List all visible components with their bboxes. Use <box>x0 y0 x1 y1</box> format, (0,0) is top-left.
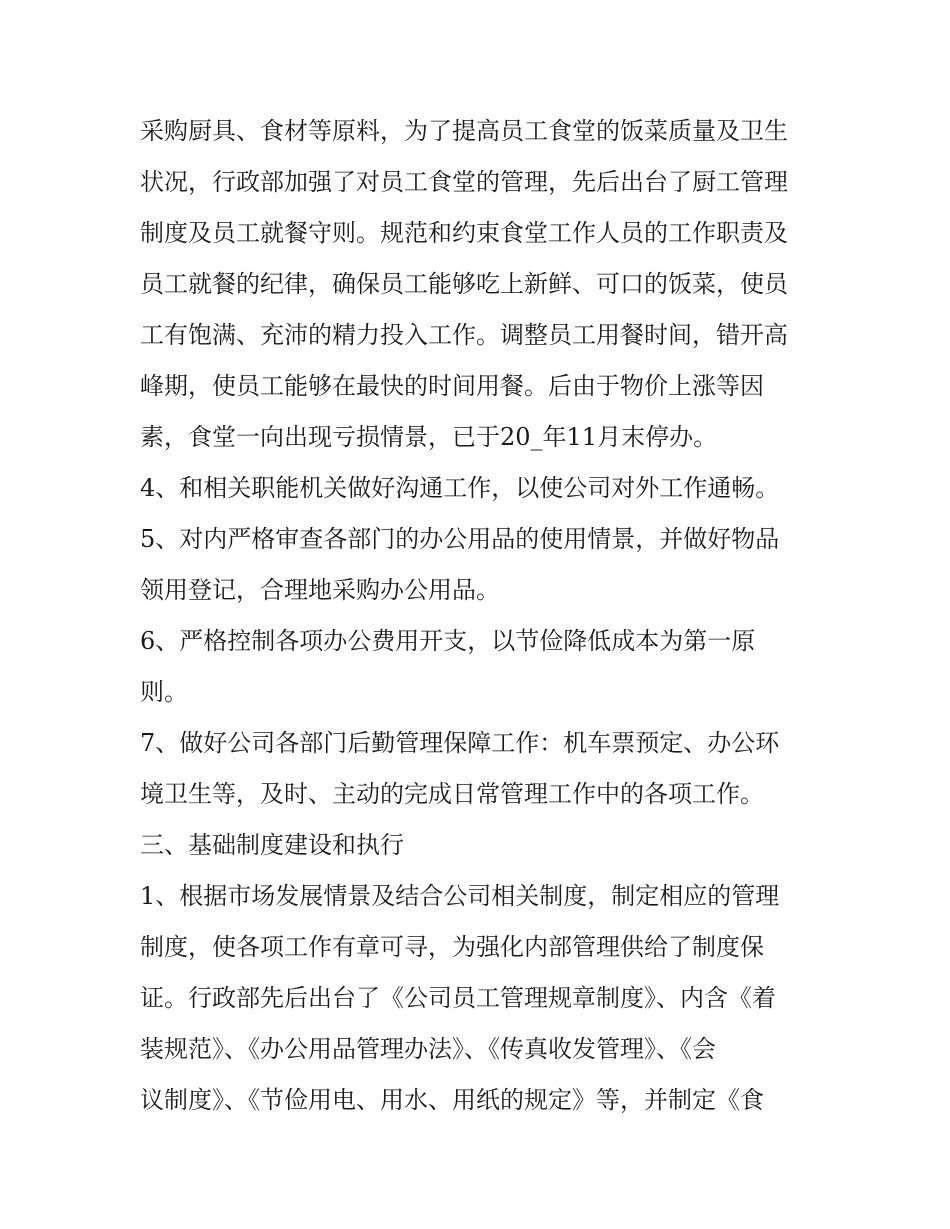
section-heading: 三、基础制度建设和执行 <box>140 831 404 859</box>
text-line: 境卫生等，及时、主动的完成日常管理工作中的各项工作。 <box>140 780 764 808</box>
text-line: 领用登记，合理地采购办公用品。 <box>140 576 500 604</box>
list-item-7: 7、做好公司各部门后勤管理保障工作：机车票预定、办公环 <box>140 729 780 757</box>
list-item-1: 1、根据市场发展情景及结合公司相关制度，制定相应的管理 <box>140 882 780 910</box>
text-line: 状况，行政部加强了对员工食堂的管理，先后出台了厨工管理 <box>140 168 788 196</box>
list-item-5: 5、对内严格审查各部门的办公用品的使用情景，并做好物品 <box>140 525 780 553</box>
text-line: 制度及员工就餐守则。规范和约束食堂工作人员的工作职责及 <box>140 219 788 247</box>
text-line: 峰期，使员工能够在最快的时间用餐。后由于物价上涨等因 <box>140 372 764 400</box>
text-line: 议制度》、《节俭用电、用水、用纸的规定》等，并制定《食 <box>140 1086 764 1114</box>
list-item-6: 6、严格控制各项办公费用开支，以节俭降低成本为第一原 <box>140 627 756 655</box>
text-line: 工有饱满、充沛的精力投入工作。调整员工用餐时间，错开高 <box>140 321 788 349</box>
text-line: 则。 <box>140 678 188 706</box>
text-line: 员工就餐的纪律，确保员工能够吃上新鲜、可口的饭菜，使员 <box>140 270 788 298</box>
text-line: 素，食堂一向出现亏损情景，已于20_年11月末停办。 <box>140 423 718 451</box>
list-item-4: 4、和相关职能机关做好沟通工作，以使公司对外工作通畅。 <box>140 474 780 502</box>
text-line: 装规范》、《办公用品管理办法》、《传真收发管理》、《会 <box>140 1035 716 1063</box>
text-line: 采购厨具、食材等原料，为了提高员工食堂的饭菜质量及卫生 <box>140 117 788 145</box>
text-line: 制度，使各项工作有章可寻，为强化内部管理供给了制度保 <box>140 933 764 961</box>
text-line: 证。行政部先后出台了《公司员工管理规章制度》、内含《着 <box>140 984 776 1012</box>
